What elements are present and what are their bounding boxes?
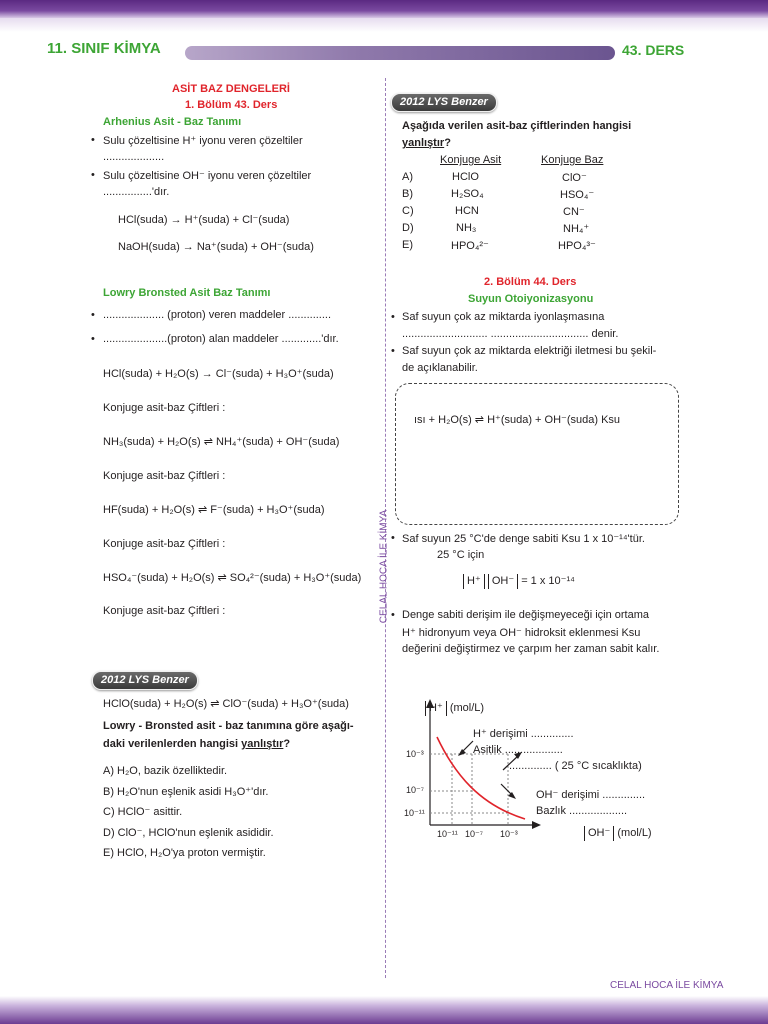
bullet-dot: • (91, 134, 95, 146)
question-line-1: Lowry - Bronsted asit - baz tanımına göre aşağı- (103, 720, 354, 732)
header-class: 11. SINIF KİMYA (47, 40, 161, 57)
section-subtitle: 1. Bölüm 43. Ders (185, 99, 278, 111)
row-base: HPO₄³⁻ (558, 240, 596, 252)
y-tick-3: 10⁻¹¹ (404, 808, 425, 818)
ksu-temp-text: 25 °C için (437, 549, 485, 561)
question-line-2: yanlıştır? (402, 137, 451, 149)
graph-x-label: OH⁻ (mol/L) (584, 826, 652, 841)
arhenius-base-blank: ................'dır. (103, 186, 170, 198)
header-lesson: 43. DERS (622, 42, 685, 58)
autoionization-blank: ............................ ................................ denir. (402, 328, 619, 340)
question-line-2: daki verilenlerden hangisi yanlıştır? (103, 738, 291, 750)
conductivity-text-1: Saf suyun çok az miktarda elektriği iletmesi bu şekil- (402, 345, 657, 357)
equilibrium-text-3: değerini değiştirmez ve çarpım her zaman sabit kalır. (402, 643, 660, 655)
side-label: CELAL HOCA İLE KİMYA (378, 509, 390, 624)
bullet-dot: • (91, 169, 95, 181)
equilibrium-text-2: H⁺ hidronyum veya OH⁻ hidroksit eklenmesi Ksu (402, 627, 641, 639)
question-equation: HClO(suda) + H₂O(s) ⇌ ClO⁻(suda) + H₃O⁺(suda) (103, 698, 349, 710)
arhenius-acid-blank: .................... (103, 151, 165, 163)
bullet-dot: • (391, 609, 395, 621)
top-fade (0, 18, 768, 32)
bullet-dot: • (391, 311, 395, 323)
graph-h-conc-text: H⁺ derişimi .............. (473, 728, 574, 740)
x-tick-2: 10⁻⁷ (465, 829, 484, 839)
arhenius-title: Arhenius Asit - Baz Tanımı (103, 116, 242, 128)
x-tick-1: 10⁻¹¹ (437, 829, 458, 839)
graph-oh-conc-text: OH⁻ derişimi .............. (536, 789, 646, 801)
lowry-acid-def: .................... (proton) veren maddeler .............. (103, 309, 332, 321)
row-label: E) (402, 239, 413, 251)
row-base: NH₄⁺ (563, 223, 590, 235)
question-badge: 2012 LYS Benzer (391, 93, 497, 112)
row-acid: NH₃ (456, 222, 477, 234)
graph-basicity-text: Bazlık ................... (536, 805, 628, 817)
col-conjugate-base: Konjuge Baz (541, 154, 604, 166)
equation-hcl: HCl(suda) → H⁺(suda) + Cl⁻(suda) (118, 214, 290, 226)
bullet-dot: • (391, 345, 395, 357)
option-d: D) ClO⁻, HClO'nun eşlenik asididir. (103, 827, 274, 839)
row-acid: HPO₄²⁻ (451, 240, 489, 252)
y-tick-1: 10⁻³ (406, 749, 424, 759)
conjugate-pairs-label: Konjuge asit-baz Çiftleri : (103, 538, 226, 550)
conjugate-pairs-label: Konjuge asit-baz Çiftleri : (103, 605, 226, 617)
row-acid: HClO (452, 171, 479, 183)
section-2-subtitle: Suyun Otoiyonizasyonu (468, 293, 594, 305)
autoionization-def: Saf suyun çok az miktarda iyonlaşmasına (402, 311, 605, 323)
graph-acidity-text: Asitlik ................... (473, 744, 563, 756)
bullet-dot: • (91, 309, 95, 321)
equation-box (395, 383, 679, 525)
bottom-band (0, 996, 768, 1024)
lowry-title: Lowry Bronsted Asit Baz Tanımı (103, 287, 271, 299)
conjugate-pairs-label: Konjuge asit-baz Çiftleri : (103, 470, 226, 482)
equation-naoh: NaOH(suda) → Na⁺(suda) + OH⁻(suda) (118, 241, 314, 253)
row-base: CN⁻ (563, 206, 585, 218)
col-conjugate-acid: Konjuge Asit (440, 154, 502, 166)
row-label: B) (402, 188, 413, 200)
row-base: HSO₄⁻ (560, 189, 595, 201)
base-arrowhead-1 (508, 792, 516, 799)
ksu-value-text: Saf suyun 25 °C'de denge sabiti Ksu 1 x 10⁻¹⁴'tür. (402, 533, 645, 545)
footer-brand: CELAL HOCA İLE KİMYA (610, 980, 724, 991)
y-tick-2: 10⁻⁷ (406, 785, 425, 795)
conjugate-pairs-label: Konjuge asit-baz Çiftleri : (103, 402, 226, 414)
box-equation: ısı + H₂O(s) ⇌ H⁺(suda) + OH⁻(suda) Ksu (414, 414, 621, 426)
equation-1: HCl(suda) + H₂O(s) → Cl⁻(suda) + H₃O⁺(suda) (103, 368, 334, 380)
row-label: D) (402, 222, 414, 234)
acid-arrowhead (458, 749, 466, 756)
arhenius-acid-def: Sulu çözeltisine H⁺ iyonu veren çözeltiler (103, 135, 303, 147)
equation-4: HSO₄⁻(suda) + H₂O(s) ⇌ SO₄²⁻(suda) + H₃O⁺(suda) (103, 572, 362, 584)
row-acid: H₂SO₄ (451, 188, 484, 200)
graph-y-label: H⁺ (mol/L) (425, 701, 484, 716)
conductivity-text-2: de açıklanabilir. (402, 362, 478, 374)
x-axis-arrow (532, 821, 541, 829)
section-title: ASİT BAZ DENGELERİ (172, 83, 290, 95)
row-label: C) (402, 205, 414, 217)
header-bar (185, 46, 615, 60)
lowry-base-def: .....................(proton) alan maddeler .............'dır. (103, 333, 339, 345)
ksu-expression: H⁺ OH⁻ = 1 x 10⁻¹⁴ (463, 574, 575, 589)
option-b: B) H₂O'nun eşlenik asidi H₃O⁺'dır. (103, 786, 269, 798)
equation-2: NH₃(suda) + H₂O(s) ⇌ NH₄⁺(suda) + OH⁻(suda) (103, 436, 340, 448)
row-base: ClO⁻ (562, 172, 587, 184)
graph-temp-text: .............. ( 25 °C sıcaklıkta) (509, 760, 642, 772)
row-acid: HCN (455, 205, 479, 217)
bullet-dot: • (91, 333, 95, 345)
top-band (0, 0, 768, 18)
x-tick-3: 10⁻³ (500, 829, 518, 839)
option-e: E) HClO, H₂O'ya proton vermiştir. (103, 847, 266, 859)
bullet-dot: • (391, 532, 395, 544)
question-badge: 2012 LYS Benzer (92, 671, 198, 690)
arhenius-base-def: Sulu çözeltisine OH⁻ iyonu veren çözeltiler (103, 170, 312, 182)
section-2-title: 2. Bölüm 44. Ders (484, 276, 577, 288)
equilibrium-text-1: Denge sabiti derişim ile değişmeyeceği için ortama (402, 609, 650, 621)
row-label: A) (402, 171, 413, 183)
question-line-1: Aşağıda verilen asit-baz çiftlerinden hangisi (402, 120, 632, 132)
option-a: A) H₂O, bazik özelliktedir. (103, 765, 228, 777)
option-c: C) HClO⁻ asittir. (103, 806, 183, 818)
equation-3: HF(suda) + H₂O(s) ⇌ F⁻(suda) + H₃O⁺(suda) (103, 504, 325, 516)
